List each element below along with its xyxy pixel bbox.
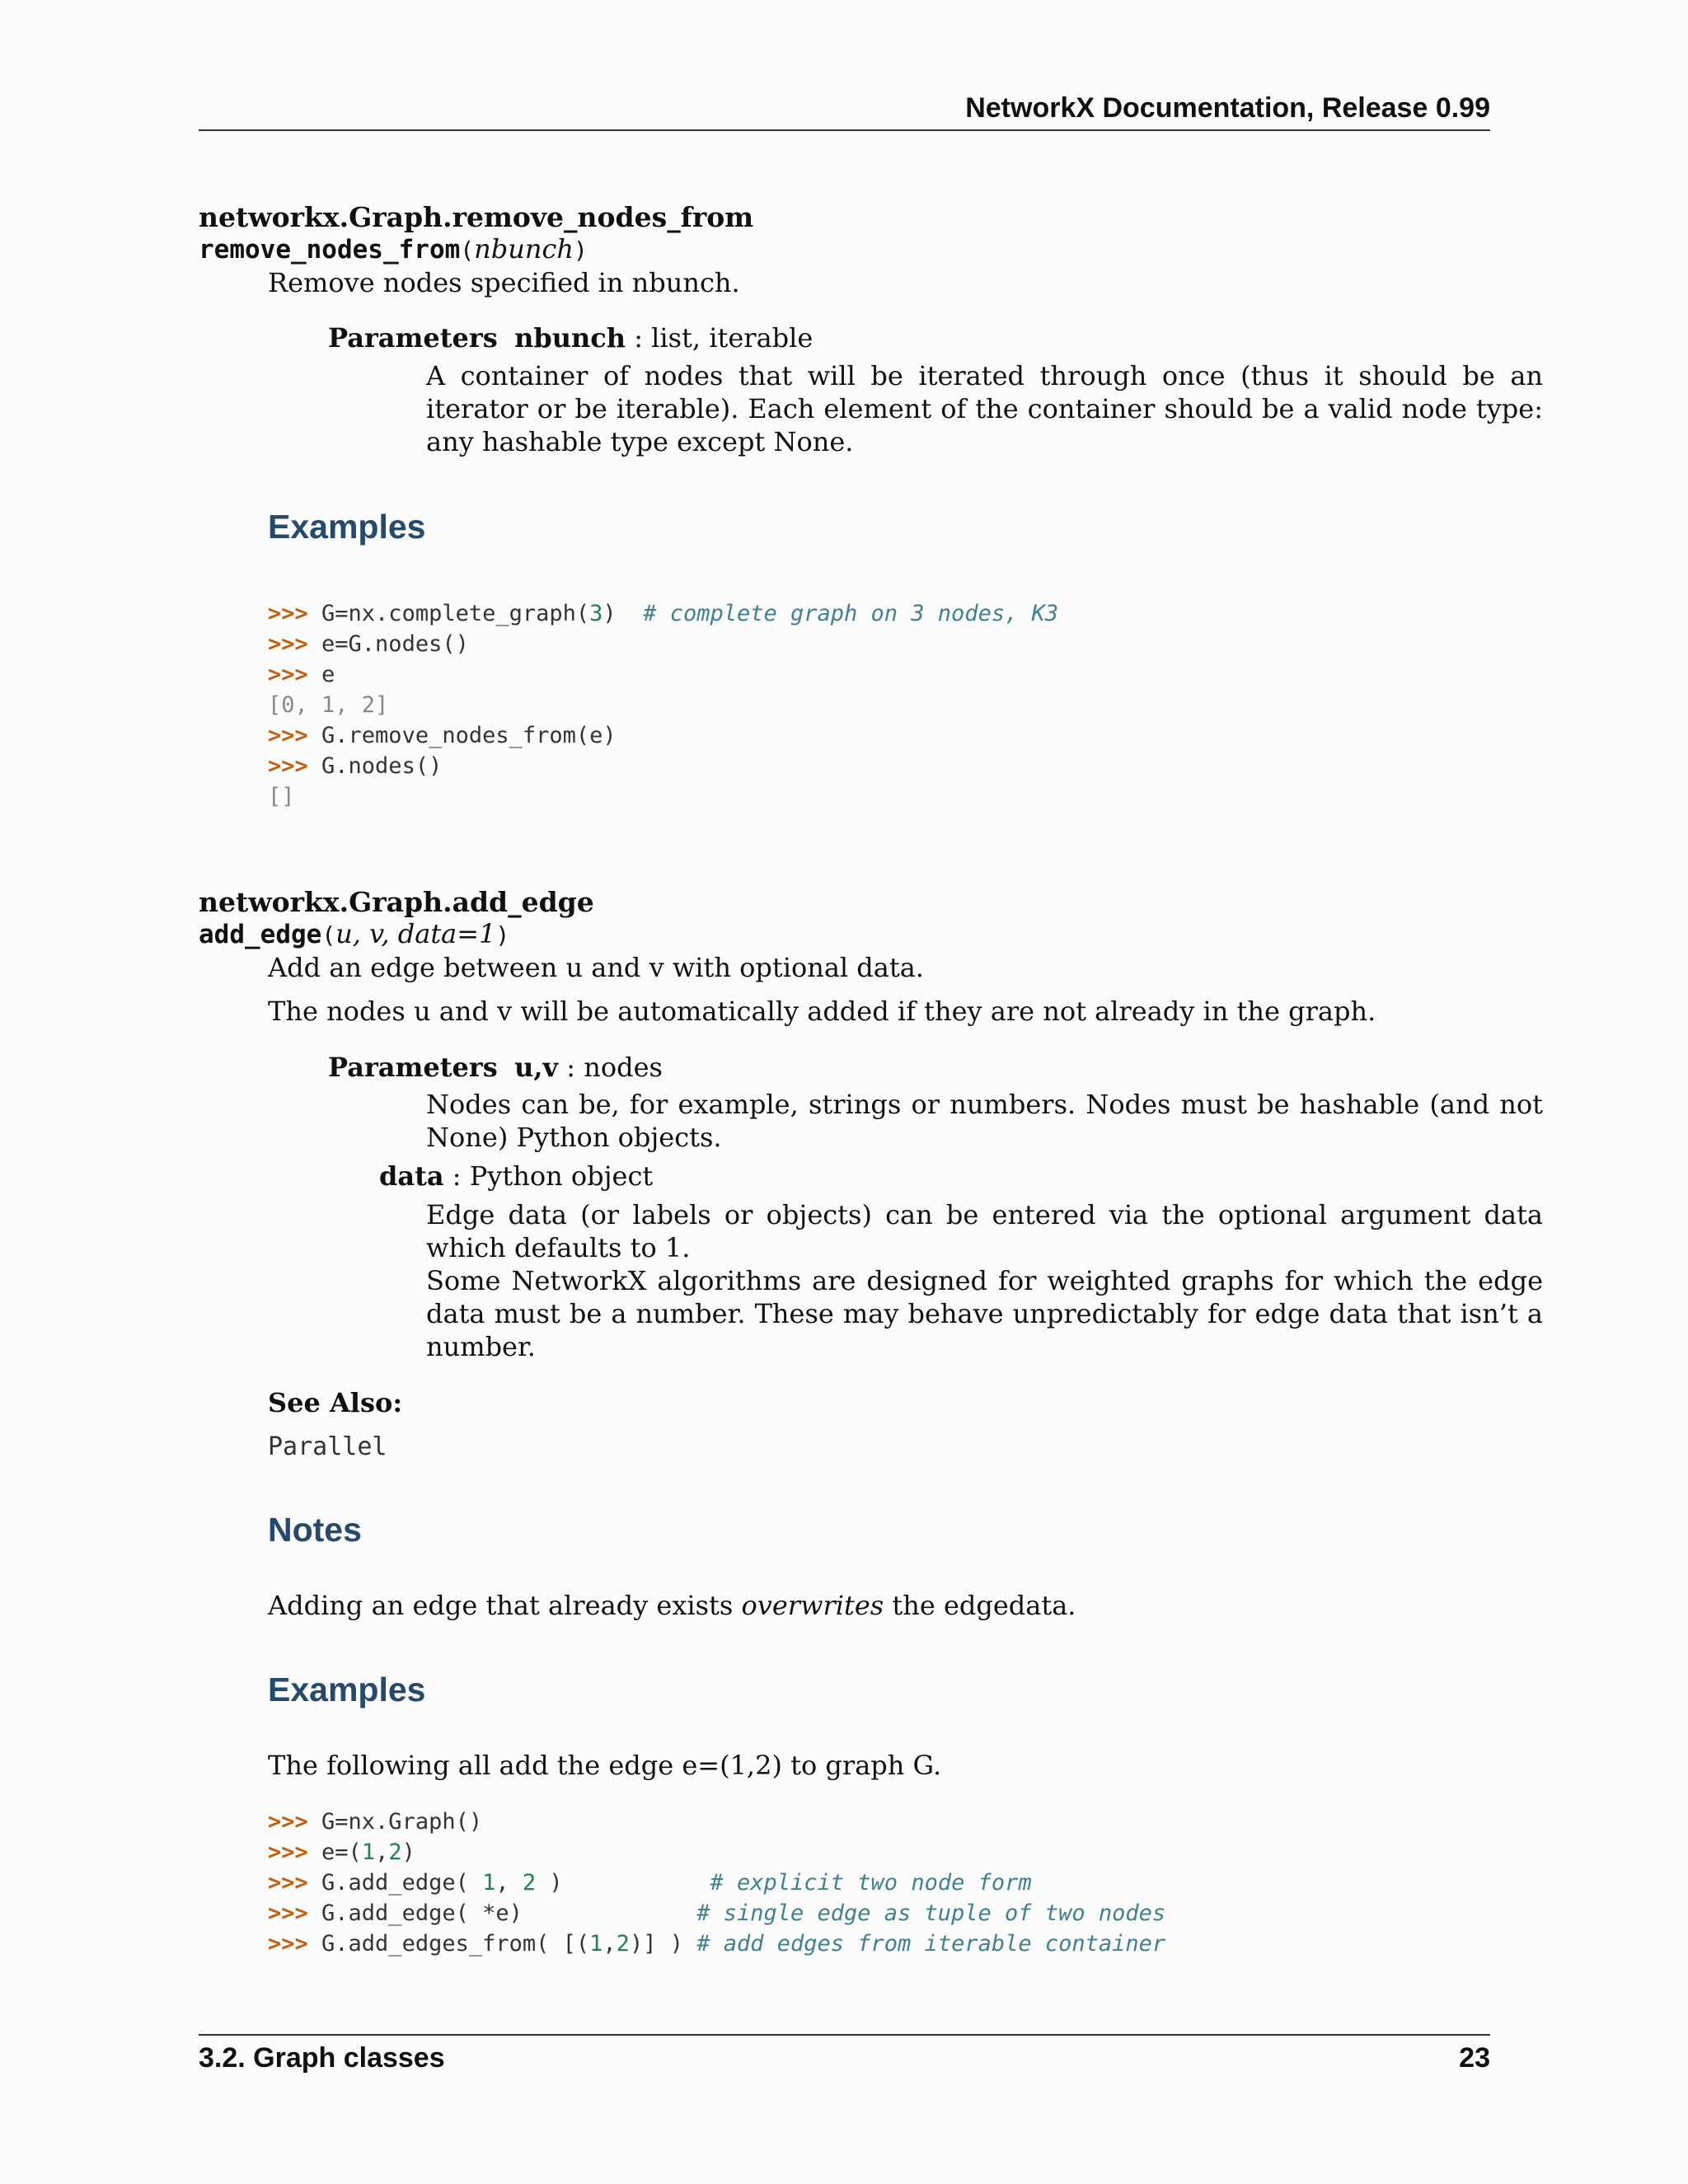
code-comment: # complete graph on 3 nodes, K3	[643, 601, 1059, 626]
code-prompt: >>>	[268, 601, 322, 626]
code-text: G.nodes()	[321, 753, 443, 779]
param-type: : list, iterable	[626, 322, 814, 354]
code-number: 2	[616, 1931, 630, 1957]
method-args: u, v, data=1	[335, 918, 496, 949]
code-text: ,	[375, 1840, 389, 1865]
code-prompt: >>>	[268, 723, 322, 748]
code-text: ,	[495, 1870, 523, 1896]
code-number: 1	[482, 1870, 496, 1896]
code-line	[268, 690, 1058, 720]
code-line	[268, 1868, 1165, 1898]
examples-intro: The following all add the edge e=(1,2) to graph G.	[268, 1750, 942, 1781]
code-text: G.add_edge( *e)	[321, 1900, 697, 1926]
code-output: []	[268, 784, 295, 809]
code-text: )	[603, 601, 644, 626]
code-number: 3	[589, 601, 603, 626]
code-line	[268, 781, 1058, 812]
code-line	[268, 659, 1058, 690]
code-text: e=G.nodes()	[321, 631, 469, 657]
code-number: 2	[388, 1840, 402, 1865]
param-description: Edge data (or labels or objects) can be entered via the optional argument data which defaults to 1.	[426, 1199, 1543, 1263]
method-name: add_edge	[199, 920, 322, 949]
params-label: Parameters	[328, 322, 498, 354]
see-also-label: See Also:	[268, 1387, 403, 1418]
code-prompt: >>>	[268, 662, 322, 687]
code-text: e	[321, 662, 335, 687]
param-name: data	[379, 1160, 444, 1192]
method-summary: Remove nodes specified in nbunch.	[268, 267, 740, 298]
param-description: Nodes can be, for example, strings or numbers. Nodes must be hashable (and not None) Python objects.	[426, 1089, 1543, 1153]
code-line	[268, 629, 1058, 659]
param-line	[328, 321, 813, 354]
code-text: )] )	[629, 1931, 697, 1957]
code-comment: # single edge as tuple of two nodes	[696, 1900, 1166, 1926]
param-name: u,v	[514, 1052, 559, 1083]
header-rule	[199, 129, 1490, 131]
code-prompt: >>>	[268, 1809, 322, 1835]
page-number: 23	[1459, 2042, 1490, 2074]
method-name: remove_nodes_from	[199, 235, 461, 265]
method-signature: add_edge(u, v, data=1)	[199, 918, 510, 949]
code-line	[268, 1807, 1165, 1837]
code-line	[268, 598, 1058, 629]
code-line	[268, 1929, 1165, 1959]
code-text: G.add_edge(	[321, 1870, 483, 1896]
code-prompt: >>>	[268, 1900, 322, 1926]
code-line	[268, 720, 1058, 751]
see-also-link[interactable]: Parallel	[268, 1432, 387, 1461]
param-line	[379, 1160, 653, 1193]
param-type: : Python object	[443, 1160, 654, 1192]
method-summary-2: The nodes u and v will be automatically added if they are not already in the graph.	[268, 996, 1376, 1027]
notes-text-emphasis: overwrites	[741, 1590, 884, 1621]
code-number: 1	[361, 1840, 376, 1865]
code-text: G.remove_nodes_from(e)	[321, 723, 617, 748]
running-header: NetworkX Documentation, Release 0.99	[965, 92, 1490, 124]
notes-heading: Notes	[268, 1511, 362, 1549]
method-summary: Add an edge between u and v with optional data.	[268, 952, 924, 983]
footer-rule	[199, 2034, 1490, 2036]
notes-text	[268, 1589, 1076, 1622]
code-text: )	[401, 1840, 415, 1865]
code-text: G=nx.Graph()	[321, 1809, 483, 1835]
param-line	[328, 1051, 663, 1084]
notes-text-pre: Adding an edge that already exists	[268, 1590, 742, 1621]
code-number: 2	[522, 1870, 537, 1896]
code-text: G=nx.complete_graph(	[321, 601, 590, 626]
notes-text-post: the edgedata.	[884, 1590, 1076, 1621]
code-output: [0, 1, 2]	[268, 692, 389, 718]
param-description: A container of nodes that will be iterated through once (thus it should be an iterator or be iterable). Each element of the container should be a valid node type: any hashable type except None.	[426, 360, 1543, 457]
code-prompt: >>>	[268, 1840, 322, 1865]
params-label: Parameters	[328, 1052, 498, 1083]
param-description-2: Some NetworkX algorithms are designed for weighted graphs for which the edge data must be a number. These may behave unpredictably for edge data that isn’t a number.	[426, 1265, 1543, 1362]
code-prompt: >>>	[268, 753, 322, 779]
code-line	[268, 751, 1058, 781]
param-type: : nodes	[558, 1052, 663, 1083]
code-block	[268, 1807, 1165, 1959]
code-line	[268, 1837, 1165, 1868]
param-name: nbunch	[514, 322, 626, 354]
method-args: nbunch	[474, 233, 574, 265]
code-text: G.add_edges_from( [(	[321, 1931, 590, 1957]
code-prompt: >>>	[268, 1870, 322, 1896]
code-prompt: >>>	[268, 631, 322, 657]
method-signature: remove_nodes_from(nbunch)	[199, 233, 588, 265]
examples-heading: Examples	[268, 508, 426, 546]
footer-section: 3.2. Graph classes	[199, 2042, 445, 2074]
code-line	[268, 1898, 1165, 1929]
code-block	[268, 598, 1058, 812]
code-text: )	[536, 1870, 710, 1896]
code-prompt: >>>	[268, 1931, 322, 1957]
code-comment: # explicit two node form	[710, 1870, 1032, 1896]
method-full-name: networkx.Graph.remove_nodes_from	[199, 201, 754, 233]
method-full-name: networkx.Graph.add_edge	[199, 886, 594, 918]
code-number: 1	[589, 1931, 603, 1957]
code-text: e=(	[321, 1840, 362, 1865]
examples-heading: Examples	[268, 1671, 426, 1708]
code-comment: # add edges from iterable container	[696, 1931, 1166, 1957]
code-text: ,	[603, 1931, 617, 1957]
